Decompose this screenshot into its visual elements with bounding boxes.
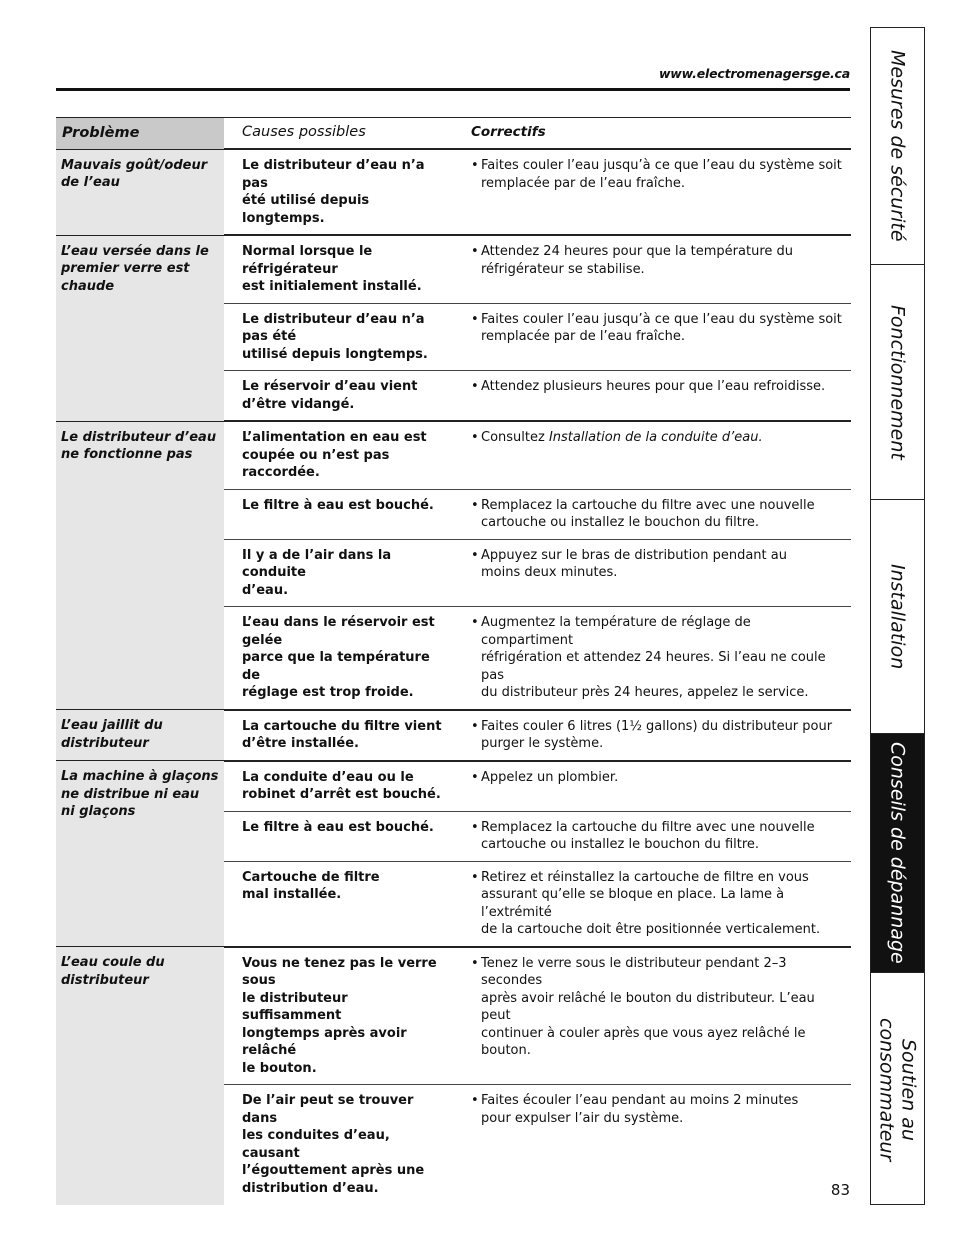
bullet-icon: • bbox=[471, 955, 479, 971]
cause-cell: La cartouche du filtre vient d’être installée. bbox=[224, 710, 457, 761]
problem-cell: Le distributeur d’eau ne fonctionne pas bbox=[56, 421, 224, 710]
fix-cell bbox=[457, 539, 851, 607]
bullet-icon: • bbox=[471, 547, 479, 563]
fix-text: Tenez le verre sous le distributeur pendant 2–3 secondes après avoir relâché le bouton du distributeur. L’eau peut continuer à couler après que vous ayez relâché le bouton. bbox=[481, 955, 815, 1058]
problem-cell: La machine à glaçons ne distribue ni eau ni glaçons bbox=[56, 761, 224, 947]
table-header-row bbox=[56, 118, 851, 150]
fix-text: Retirez et réinstallez la cartouche de filtre en vous assurant qu’elle se bloque en place. La lame à l’extrémité de la cartouche doit être positionnée verticalement. bbox=[481, 869, 821, 937]
fix-text: Attendez plusieurs heures pour que l’eau refroidisse. bbox=[481, 379, 826, 394]
side-tab-3[interactable] bbox=[871, 500, 924, 734]
cause-cell: Le distributeur d’eau n’a pas été utilisé depuis longtemps. bbox=[224, 149, 457, 235]
table-row bbox=[56, 235, 851, 303]
bullet-icon: • bbox=[471, 1093, 479, 1108]
table-row bbox=[56, 710, 851, 761]
troubleshooting-table bbox=[56, 117, 851, 1205]
side-tabs bbox=[870, 27, 925, 1205]
cause-cell: Le filtre à eau est bouché. bbox=[224, 489, 457, 539]
cause-cell: Le réservoir d’eau vient d’être vidangé. bbox=[224, 371, 457, 422]
fix-text bbox=[481, 429, 843, 447]
header-fixes: Correctifs bbox=[457, 118, 851, 150]
side-tab-label: Mesures de sécurité bbox=[886, 50, 909, 242]
fix-text: Faites couler l’eau jusqu’à ce que l’eau du système soit remplacée par de l’eau fraîche. bbox=[481, 158, 842, 191]
fix-text: Appuyez sur le bras de distribution pendant au moins deux minutes. bbox=[481, 547, 787, 580]
side-tab-1[interactable] bbox=[871, 28, 924, 265]
fix-cell bbox=[457, 421, 851, 489]
table-row bbox=[56, 947, 851, 1085]
table-row bbox=[56, 421, 851, 489]
fix-text-reference: Installation de la conduite d’eau. bbox=[548, 430, 763, 445]
bullet-icon: • bbox=[471, 379, 479, 394]
bullet-icon: • bbox=[471, 158, 479, 173]
fix-cell bbox=[457, 303, 851, 371]
fix-text: Faites écouler l’eau pendant au moins 2 minutes pour expulser l’air du système. bbox=[481, 1093, 799, 1126]
bullet-icon: • bbox=[471, 819, 479, 835]
fix-text: Faites couler 6 litres (1½ gallons) du distributeur pour purger le système. bbox=[481, 718, 833, 751]
problem-cell: Mauvais goût/odeur de l’eau bbox=[56, 149, 224, 235]
cause-cell: Le distributeur d’eau n’a pas été utilisé depuis longtemps. bbox=[224, 303, 457, 371]
side-tab-label: Fonctionnement bbox=[886, 304, 909, 460]
fix-text-prefix: Consultez bbox=[481, 430, 549, 445]
bullet-icon: • bbox=[471, 497, 479, 513]
fix-cell bbox=[457, 947, 851, 1085]
cause-cell: Cartouche de filtre mal installée. bbox=[224, 861, 457, 947]
side-tab-label: Soutien au consommateur bbox=[875, 1017, 920, 1162]
bullet-icon: • bbox=[471, 869, 479, 885]
fix-text: Faites couler l’eau jusqu’à ce que l’eau du système soit remplacée par de l’eau fraîche. bbox=[481, 311, 842, 344]
website-url: www.electromenagersge.ca bbox=[658, 66, 850, 81]
fix-text: Attendez 24 heures pour que la température du réfrigérateur se stabilise. bbox=[481, 244, 794, 277]
header-problem: Problème bbox=[56, 118, 224, 150]
table-row bbox=[56, 761, 851, 812]
fix-cell bbox=[457, 710, 851, 761]
cause-cell: La conduite d’eau ou le robinet d’arrêt est bouché. bbox=[224, 761, 457, 812]
fix-text: Remplacez la cartouche du filtre avec une nouvelle cartouche ou installez le bouchon du filtre. bbox=[481, 497, 815, 530]
side-tab-4[interactable] bbox=[871, 734, 924, 973]
cause-cell: De l’air peut se trouver dans les conduites d’eau, causant l’égouttement après une distribution d’eau. bbox=[224, 1085, 457, 1206]
fix-cell bbox=[457, 607, 851, 710]
side-tab-5[interactable] bbox=[871, 973, 924, 1206]
fix-cell bbox=[457, 761, 851, 812]
fix-text: Appelez un plombier. bbox=[481, 769, 619, 785]
fix-cell bbox=[457, 149, 851, 235]
cause-cell: Vous ne tenez pas le verre sous le distributeur suffisamment longtemps après avoir relâché le bouton. bbox=[224, 947, 457, 1085]
fix-text: Remplacez la cartouche du filtre avec une nouvelle cartouche ou installez le bouchon du filtre. bbox=[481, 819, 815, 852]
bullet-icon: • bbox=[471, 430, 479, 445]
cause-cell: Il y a de l’air dans la conduite d’eau. bbox=[224, 539, 457, 607]
bullet-icon: • bbox=[471, 311, 479, 327]
side-tab-2[interactable] bbox=[871, 265, 924, 500]
side-tab-label: Conseils de dépannage bbox=[886, 742, 909, 964]
cause-cell: L’alimentation en eau est coupée ou n’est pas raccordée. bbox=[224, 421, 457, 489]
table-row bbox=[56, 149, 851, 235]
bullet-icon: • bbox=[471, 769, 479, 785]
cause-cell: Normal lorsque le réfrigérateur est initialement installé. bbox=[224, 235, 457, 303]
cause-cell: L’eau dans le réservoir est gelée parce que la température de réglage est trop froide. bbox=[224, 607, 457, 710]
side-tab-label: Installation bbox=[886, 563, 909, 670]
problem-cell: L’eau coule du distributeur bbox=[56, 947, 224, 1206]
fix-cell bbox=[457, 371, 851, 422]
cause-cell: Le filtre à eau est bouché. bbox=[224, 811, 457, 861]
fix-cell bbox=[457, 861, 851, 947]
fix-text: Augmentez la température de réglage de compartiment réfrigération et attendez 24 heures. Si l’eau ne coule pas du distributeur près 24 heures, appelez le service. bbox=[481, 615, 826, 700]
table-body bbox=[56, 149, 851, 1205]
problem-cell: L’eau versée dans le premier verre est chaude bbox=[56, 235, 224, 421]
bullet-icon: • bbox=[471, 615, 479, 630]
fix-cell bbox=[457, 489, 851, 539]
bullet-icon: • bbox=[471, 244, 479, 259]
header-rule bbox=[56, 88, 850, 91]
page-number: 83 bbox=[830, 1181, 850, 1199]
bullet-icon: • bbox=[471, 718, 479, 734]
problem-cell: L’eau jaillit du distributeur bbox=[56, 710, 224, 761]
header-causes: Causes possibles bbox=[224, 118, 457, 150]
fix-cell bbox=[457, 811, 851, 861]
fix-cell bbox=[457, 1085, 851, 1206]
fix-cell bbox=[457, 235, 851, 303]
